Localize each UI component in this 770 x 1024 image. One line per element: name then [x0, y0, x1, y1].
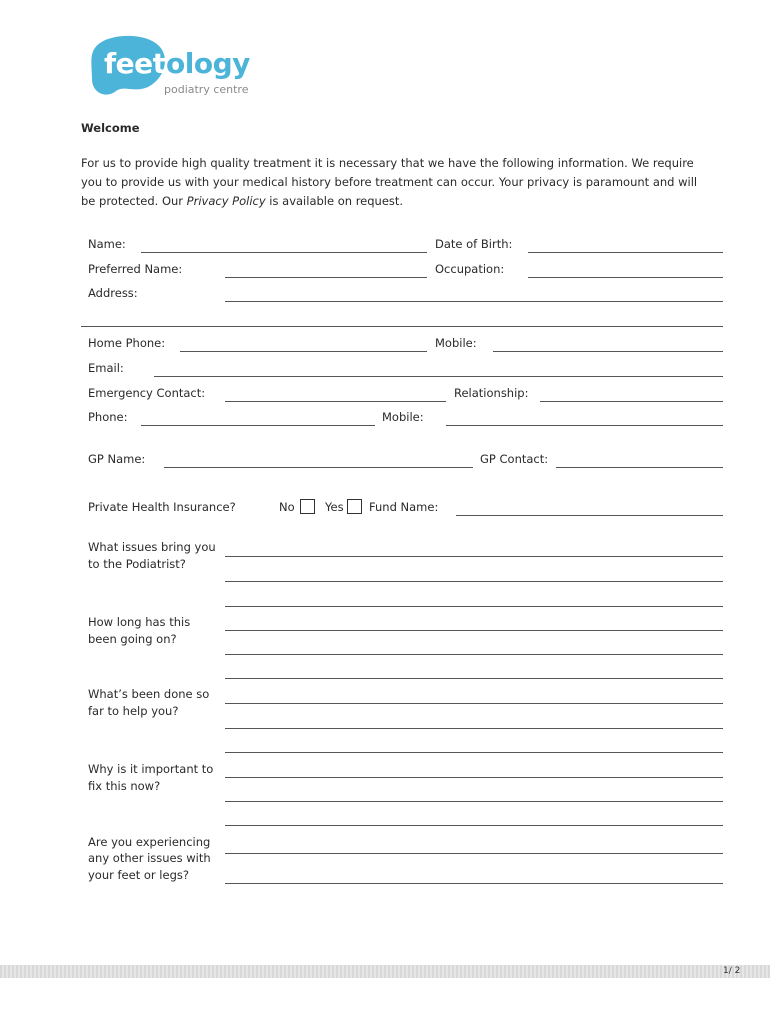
address-field-line2[interactable] [81, 326, 723, 327]
preferred-name-label: Preferred Name: [88, 262, 183, 276]
logo-subtitle: podiatry centre [164, 83, 249, 96]
question-other-line2: any other issues with [88, 851, 211, 865]
done-answer-line3[interactable] [225, 752, 723, 753]
relationship-field[interactable] [540, 401, 723, 402]
emergency-mobile-field[interactable] [446, 425, 723, 426]
email-field[interactable] [154, 376, 723, 377]
question-done-line1: What’s been done so [88, 687, 210, 701]
no-label: No [279, 500, 295, 514]
issues-answer-line2[interactable] [225, 581, 723, 582]
occupation-field[interactable] [528, 277, 723, 278]
page-title: Welcome [81, 121, 140, 135]
question-duration-line2: been going on? [88, 632, 177, 646]
name-field[interactable] [141, 252, 427, 253]
occupation-label: Occupation: [435, 262, 505, 276]
done-answer-line2[interactable] [225, 728, 723, 729]
duration-answer-line2[interactable] [225, 654, 723, 655]
page-number: 1/ 2 [723, 966, 741, 976]
no-checkbox[interactable] [300, 499, 315, 514]
name-label: Name: [88, 237, 126, 251]
relationship-label: Relationship: [454, 386, 529, 400]
dob-label: Date of Birth: [435, 237, 513, 251]
question-other-line3: your feet or legs? [88, 868, 189, 882]
intro-text: For us to provide high quality treatment it is necessary that we have the following information. We require you to provide us with your medical history before treatment can occur. Your privacy is paramount and will be protected. Our [81, 156, 698, 208]
dob-field[interactable] [528, 252, 723, 253]
privacy-policy-link[interactable]: Privacy Policy [186, 194, 266, 208]
issues-answer-line3[interactable] [225, 606, 723, 607]
phone-field[interactable] [141, 425, 375, 426]
question-important-line1: Why is it important to [88, 762, 214, 776]
gp-name-field[interactable] [164, 467, 473, 468]
other-answer-line2[interactable] [225, 883, 723, 884]
address-label: Address: [88, 286, 138, 300]
issues-answer-line1[interactable] [225, 556, 723, 557]
gp-name-label: GP Name: [88, 452, 146, 466]
question-issues-line2: to the Podiatrist? [88, 557, 186, 571]
gp-contact-field[interactable] [556, 467, 723, 468]
address-field-line1[interactable] [225, 301, 723, 302]
important-answer-line1[interactable] [225, 777, 723, 778]
footer-bar [0, 965, 770, 978]
duration-answer-line3[interactable] [225, 678, 723, 679]
emergency-contact-field[interactable] [225, 401, 446, 402]
yes-label: Yes [325, 500, 344, 514]
question-duration-line1: How long has this [88, 615, 191, 629]
question-other-line1: Are you experiencing [88, 835, 211, 849]
mobile-field[interactable] [493, 351, 723, 352]
phone-label: Phone: [88, 410, 128, 424]
fund-name-label: Fund Name: [369, 500, 439, 514]
yes-checkbox[interactable] [347, 499, 362, 514]
intro-paragraph [81, 154, 711, 211]
important-answer-line3[interactable] [225, 825, 723, 826]
question-issues-line1: What issues bring you [88, 540, 216, 554]
intro-text-end: is available on request. [265, 194, 404, 208]
fund-name-field[interactable] [456, 515, 723, 516]
mobile-label: Mobile: [435, 336, 477, 350]
important-answer-line2[interactable] [225, 801, 723, 802]
duration-answer-line1[interactable] [225, 630, 723, 631]
emergency-mobile-label: Mobile: [382, 410, 424, 424]
done-answer-line1[interactable] [225, 703, 723, 704]
gp-contact-label: GP Contact: [480, 452, 549, 466]
logo-text-feet: feet [104, 47, 166, 80]
email-label: Email: [88, 361, 124, 375]
private-health-label: Private Health Insurance? [88, 500, 236, 514]
logo-text-ology: ology [166, 47, 250, 80]
emergency-contact-label: Emergency Contact: [88, 386, 206, 400]
question-done-line2: far to help you? [88, 704, 179, 718]
other-answer-line1[interactable] [225, 853, 723, 854]
preferred-name-field[interactable] [225, 277, 427, 278]
home-phone-label: Home Phone: [88, 336, 166, 350]
home-phone-field[interactable] [180, 351, 427, 352]
question-important-line2: fix this now? [88, 779, 161, 793]
